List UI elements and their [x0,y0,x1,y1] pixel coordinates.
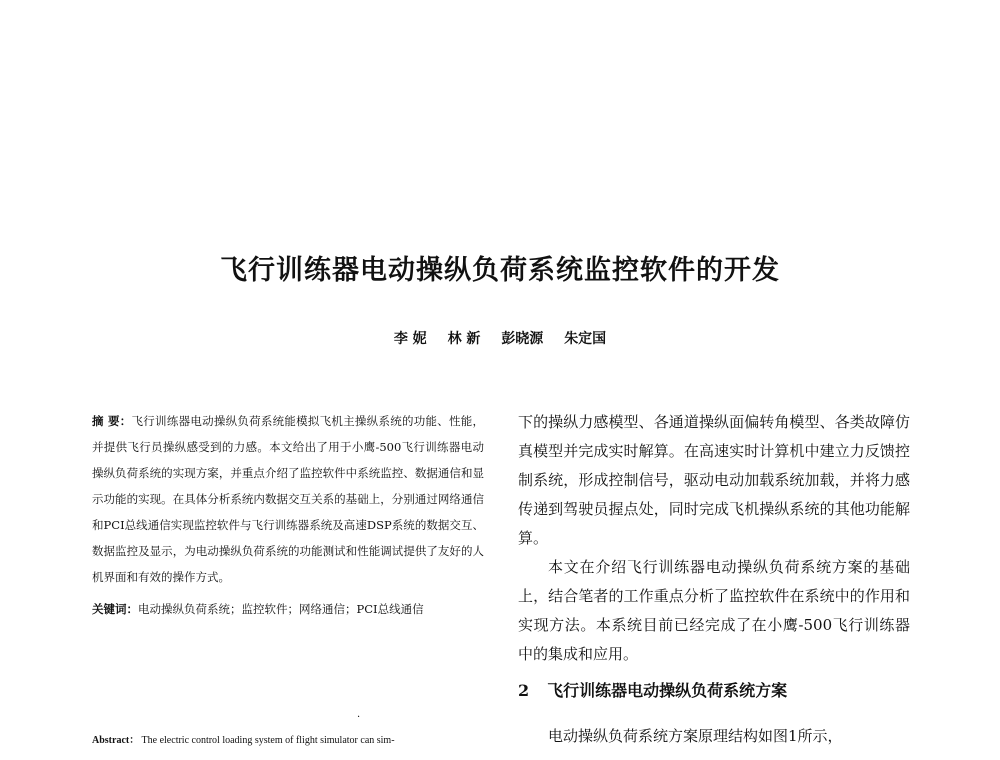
right-column [518,408,910,669]
abstract-text: 飞行训练器电动操纵负荷系统能模拟飞机主操纵系统的功能、性能，并提供飞行员操纵感受到的力感。本文给出了用于小鹰-500飞行训练器电动操纵负荷系统的实现方案，并重点介绍了监控软件中系统监控、数据通信和显示功能的实现。在具体分析系统内数据交互关系的基础上，分别通过网络通信和PCI总线通信实现监控软件与飞行训练器系统及高速DSP系统的数据交互、数据监控及显示，为电动操纵负荷系统的功能测试和性能调试提供了友好的人机界面和有效的操作方式。 [92,414,484,584]
section-number: 2 [518,681,530,700]
author-list [0,328,1000,348]
author-name: 朱定国 [564,331,607,347]
chinese-abstract [92,408,484,590]
english-abstract [92,730,484,752]
body-paragraph: 下的操纵力感模型、各通道操纵面偏转角模型、各类故障仿真模型并完成实时解算。在高速实时计算机中建立力反馈控制系统，形成控制信号，驱动电动加载系统加载，并将力感传递到驾驶员握点处，同时完成飞机操纵系统的其他功能解算。 [518,413,910,547]
author-name: 李 妮 [393,331,427,347]
abstract-label: 摘 要： [92,414,132,428]
english-abstract-label: Abstract： [92,735,140,746]
section-heading [518,678,918,701]
separator-dot: · [357,712,361,723]
author-name: 林 新 [447,331,481,347]
body-paragraph: 本文在介绍飞行训练器电动操纵负荷系统方案的基础上，结合笔者的工作重点分析了监控软件在系统中的作用和实现方法。本系统目前已经完成了在小鹰-500飞行训练器中的集成和应用。 [518,558,910,663]
left-column [92,408,484,622]
keywords-text: 电动操纵负荷系统；监控软件；网络通信；PCI总线通信 [138,602,424,616]
paper-title: 飞行训练器电动操纵负荷系统监控软件的开发 [220,255,780,286]
keywords-label: 关键词： [92,602,138,616]
english-abstract-text: The electric control loading system of flight simulator can sim- [141,735,395,746]
author-name: 彭晓源 [501,331,544,347]
section-text: 电动操纵负荷系统方案原理结构如图1所示， [548,727,843,745]
keywords [92,596,484,622]
section-title: 飞行训练器电动操纵负荷系统方案 [547,681,788,700]
